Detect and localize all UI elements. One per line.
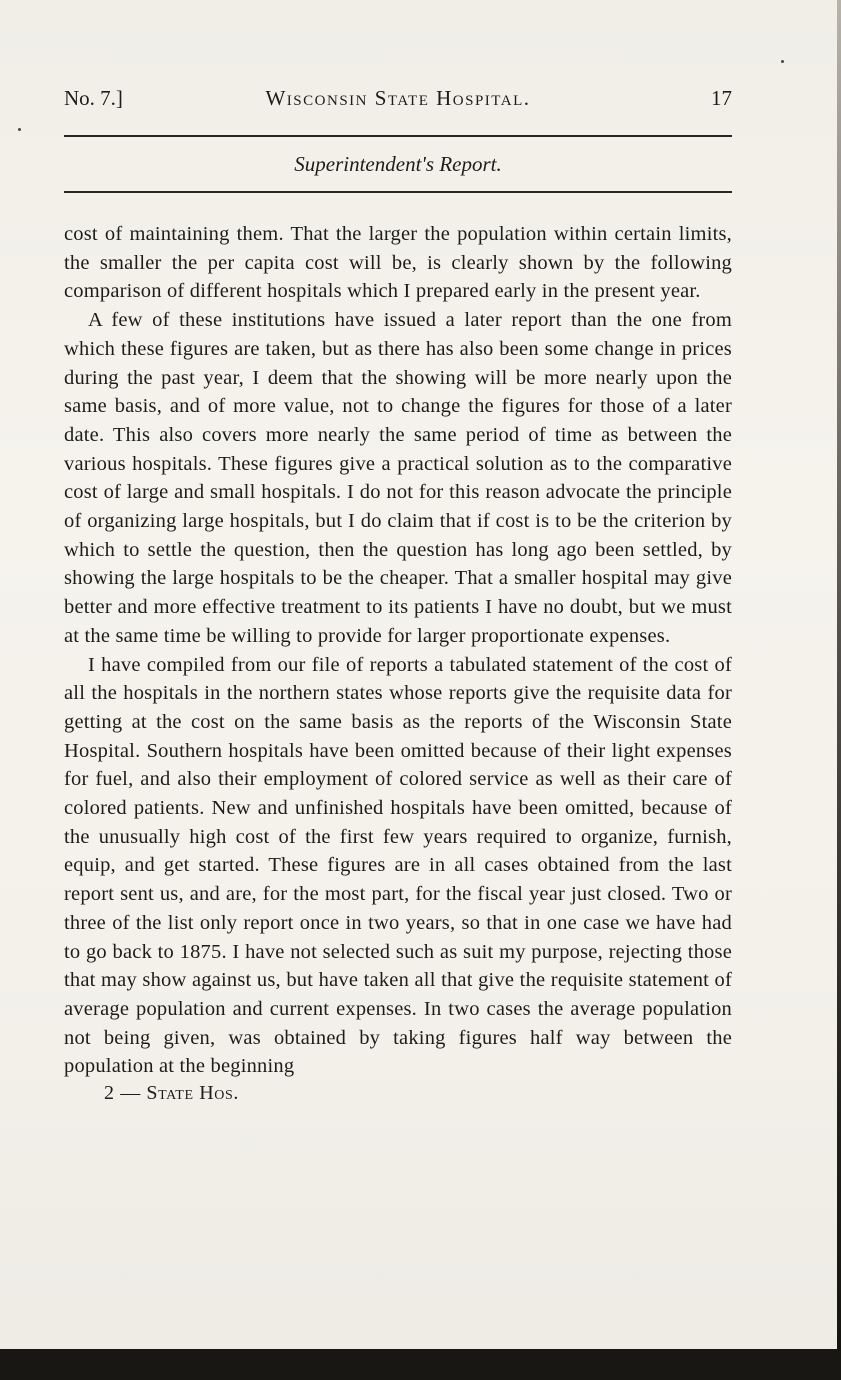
scan-edge-right [837, 0, 841, 1380]
divider-top [64, 135, 732, 137]
issue-number: No. 7.] [64, 86, 123, 110]
section-title: Superintendent's Report. [294, 152, 502, 176]
page-header [64, 86, 732, 112]
paragraph-1: cost of maintaining them. That the larger the population within certain limits, the smaller the per capita cost will be, is clearly shown by the following comparison of different hospitals which I prepared early in the present year. [64, 223, 732, 303]
paragraph-2: A few of these institutions have issued a later report than the one from which these figures are taken, but as there has also been some change in prices during the past year, I deem that the showing will be more nearly upon the same basis, and of more value, not to change the figures for those of a later date. This also covers more nearly the same period of time as between the various hospitals. These figures give a practical solution as to the comparative cost of large and small hospitals. I do not for this reason advocate the principle of organizing large hospitals, but I do claim that if cost is to be the criterion by which to settle the question, then the question has long ago been settled, by showing the large hospitals to be the cheaper. That a smaller hospital may give better and more effective treatment to its patients I have no doubt, but we must at the same time be willing to provide for larger proportionate expenses. [64, 309, 732, 647]
paragraph-3: I have compiled from our file of reports a tabulated statement of the cost of all the hospitals in the northern states whose reports give the requisite data for getting at the cost on the same basis as the reports of the Wisconsin State Hospital. Southern hospitals have been omitted because of their light expenses for fuel, and also their employment of colored service as well as their care of colored patients. New and unfinished hospitals have been omitted, because of the unusually high cost of the first few years required to organize, furnish, equip, and get started. These figures are in all cases obtained from the last report sent us, and are, for the most part, for the fiscal year just closed. Two or three of the list only report once in two years, so that in one case we have had to go back to 1875. I have not selected such as suit my purpose, rejecting those that may show against us, but have taken all that give the requisite statement of average population and current expenses. In two cases the average population not being given, was obtained by taking figures half way between the population at the beginning [64, 653, 732, 1078]
page-number: 17 [711, 86, 732, 110]
scan-edge-bottom [0, 1349, 841, 1380]
body-text [64, 220, 732, 1081]
scan-speck [18, 128, 21, 131]
scan-speck [781, 60, 784, 63]
signature-mark: 2 — State Hos. [104, 1082, 239, 1105]
running-title: Wisconsin State Hospital. [265, 86, 531, 110]
divider-bottom [64, 191, 732, 193]
